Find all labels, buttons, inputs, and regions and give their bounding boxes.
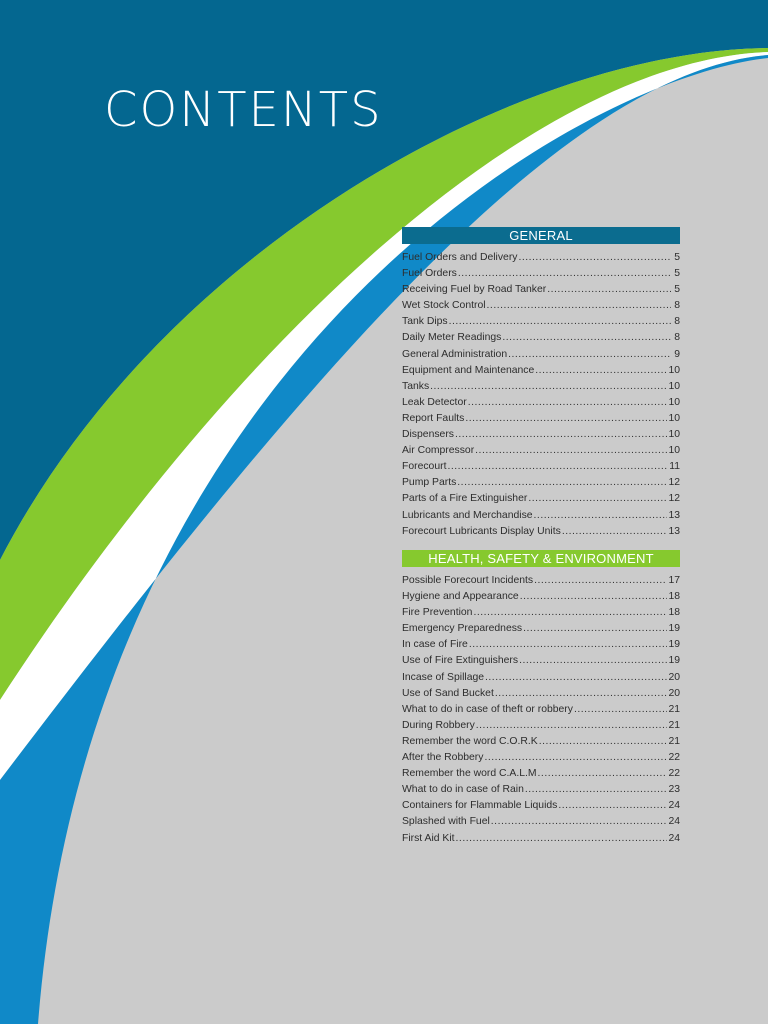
toc-entry[interactable]: [402, 411, 680, 427]
toc-entry-page: 5: [674, 268, 680, 280]
dot-leader: [539, 734, 668, 750]
toc-entry[interactable]: [402, 347, 680, 363]
toc-entry-title: Receiving Fuel by Road Tanker: [402, 284, 547, 296]
toc-entry[interactable]: [402, 702, 680, 718]
toc-section-general: [402, 227, 680, 540]
toc-entry-page: 21: [668, 719, 680, 731]
toc-entry-title: Equipment and Maintenance: [402, 364, 535, 376]
toc-entry-page: 5: [674, 284, 680, 296]
toc-entry-title: After the Robbery: [402, 752, 484, 764]
toc-entry-title: Wet Stock Control: [402, 300, 486, 312]
toc-entry-title: Remember the word C.A.L.M: [402, 768, 537, 780]
toc-entry-title: First Aid Kit: [402, 832, 455, 844]
dot-leader: [447, 459, 668, 475]
toc-entry-page: 23: [668, 784, 680, 796]
toc-entry-page: 11: [669, 461, 680, 473]
toc-entry-title: Forecourt Lubricants Display Units: [402, 525, 561, 537]
dot-leader: [476, 718, 668, 734]
toc-entry-title: Tank Dips: [402, 316, 448, 328]
dot-leader: [457, 475, 667, 491]
dot-leader: [538, 766, 668, 782]
toc-entry-title: Splashed with Fuel: [402, 816, 490, 828]
toc-entry[interactable]: [402, 282, 680, 298]
toc-entry-title: Lubricants and Merchandise: [402, 509, 533, 521]
dot-leader: [468, 395, 668, 411]
toc-entry-title: Fuel Orders and Delivery: [402, 252, 518, 263]
toc-entry-title: Tanks: [402, 380, 430, 392]
toc-entry-page: 5: [674, 252, 680, 263]
section-heading-general: GENERAL: [402, 227, 680, 244]
toc-entry-title: During Robbery: [402, 719, 475, 731]
toc-list-general: [402, 250, 680, 540]
toc-entry-page: 10: [668, 429, 680, 441]
dot-leader: [487, 298, 671, 314]
dot-leader: [534, 573, 667, 589]
toc-entry[interactable]: [402, 266, 680, 282]
toc-entry[interactable]: [402, 718, 680, 734]
toc-entry-page: 12: [668, 493, 680, 505]
toc-entry-page: 8: [674, 332, 680, 344]
toc-entry[interactable]: [402, 686, 680, 702]
toc-entry-title: Use of Fire Extinguishers: [402, 655, 519, 667]
dot-leader: [430, 379, 667, 395]
toc-entry-page: 22: [668, 752, 680, 764]
dot-leader: [525, 782, 668, 798]
toc-entry-page: 19: [668, 623, 680, 635]
toc-entry[interactable]: [402, 621, 680, 637]
dot-leader: [520, 589, 668, 605]
toc-entry-title: Daily Meter Readings: [402, 332, 502, 344]
toc-entry-page: 19: [668, 655, 680, 667]
toc-entry-page: 21: [668, 703, 680, 715]
dot-leader: [519, 653, 667, 669]
toc-entry[interactable]: [402, 798, 680, 814]
toc-entry-title: Remember the word C.O.R.K: [402, 735, 538, 747]
toc-entry-title: Report Faults: [402, 412, 465, 424]
section-heading-hse: HEALTH, SAFETY & ENVIRONMENT: [402, 550, 680, 567]
toc-entry-page: 24: [668, 800, 680, 812]
dot-leader: [485, 670, 667, 686]
toc-entry-page: 10: [668, 412, 680, 424]
toc-entry-page: 9: [674, 348, 680, 360]
toc-entry[interactable]: [402, 459, 680, 475]
toc-entry-title: Containers for Flammable Liquids: [402, 800, 558, 812]
toc-entry-page: 18: [668, 591, 680, 603]
toc-entry-title: Dispensers: [402, 429, 454, 441]
toc-entry-title: Leak Detector: [402, 396, 467, 408]
toc-entry-page: 20: [668, 687, 680, 699]
toc-entry[interactable]: [402, 637, 680, 653]
toc-entry-title: Forecourt: [402, 461, 447, 473]
toc-entry-page: 12: [668, 477, 680, 489]
dot-leader: [456, 831, 668, 847]
dot-leader: [475, 443, 667, 459]
dot-leader: [469, 637, 668, 653]
toc-entry-page: 10: [668, 364, 680, 376]
toc-list-hse: [402, 573, 680, 847]
dot-leader: [465, 411, 667, 427]
toc-entry[interactable]: [402, 298, 680, 314]
toc-entry-page: 17: [668, 575, 680, 586]
toc-entry-title: Emergency Preparedness: [402, 623, 523, 635]
toc-entry[interactable]: [402, 814, 680, 830]
toc-entry[interactable]: [402, 750, 680, 766]
toc-entry-page: 8: [674, 300, 680, 312]
dot-leader: [519, 250, 672, 266]
dot-leader: [574, 702, 667, 718]
toc-entry-page: 18: [668, 607, 680, 619]
toc-entry-page: 10: [668, 396, 680, 408]
toc-entry[interactable]: [402, 250, 680, 266]
dot-leader: [458, 266, 671, 282]
toc-entry[interactable]: [402, 782, 680, 798]
toc-entry[interactable]: [402, 766, 680, 782]
page-title: CONTENTS: [104, 82, 383, 138]
toc-entry-title: Parts of a Fire Extinguisher: [402, 493, 528, 505]
toc-entry[interactable]: [402, 605, 680, 621]
toc-entry-title: Air Compressor: [402, 445, 475, 457]
toc-entry[interactable]: [402, 589, 680, 605]
dot-leader: [495, 686, 668, 702]
toc-entry-page: 13: [668, 509, 680, 521]
toc-entry-page: 24: [668, 832, 680, 844]
toc-entry-title: In case of Fire: [402, 639, 468, 651]
toc-entry[interactable]: [402, 427, 680, 443]
toc-entry[interactable]: [402, 443, 680, 459]
toc-entry-title: General Administration: [402, 348, 508, 360]
dot-leader: [562, 524, 668, 540]
toc-entry-page: 21: [668, 735, 680, 747]
dot-leader: [491, 814, 668, 830]
toc-entry-page: 22: [668, 768, 680, 780]
dot-leader: [502, 330, 671, 346]
dot-leader: [534, 508, 668, 524]
toc-entry[interactable]: [402, 314, 680, 330]
toc-entry[interactable]: [402, 734, 680, 750]
toc-entry-page: 20: [668, 671, 680, 683]
toc-entry[interactable]: [402, 573, 680, 589]
dot-leader: [523, 621, 667, 637]
toc-entry-title: Incase of Spillage: [402, 671, 485, 683]
toc-entry[interactable]: [402, 524, 680, 540]
toc-entry-title: What to do in case of theft or robbery: [402, 703, 573, 715]
toc-entry-page: 24: [668, 816, 680, 828]
toc-entry-title: What to do in case of Rain: [402, 784, 524, 796]
toc-entry-title: Fire Prevention: [402, 607, 473, 619]
toc-entry-page: 8: [674, 316, 680, 328]
dot-leader: [558, 798, 667, 814]
toc-entry[interactable]: [402, 508, 680, 524]
dot-leader: [535, 363, 667, 379]
toc-entry-title: Possible Forecourt Incidents: [402, 575, 534, 586]
toc-entry[interactable]: [402, 491, 680, 507]
toc-entry-title: Hygiene and Appearance: [402, 591, 519, 603]
dot-leader: [484, 750, 667, 766]
dot-leader: [455, 427, 667, 443]
dot-leader: [547, 282, 671, 298]
dot-leader: [528, 491, 667, 507]
dot-leader: [473, 605, 667, 621]
toc-entry[interactable]: [402, 363, 680, 379]
toc-entry[interactable]: [402, 330, 680, 346]
toc-entry-page: 10: [668, 445, 680, 457]
toc-entry[interactable]: [402, 395, 680, 411]
toc-entry[interactable]: [402, 670, 680, 686]
toc-entry-page: 19: [668, 639, 680, 651]
toc-entry-page: 10: [668, 380, 680, 392]
toc-entry-title: Fuel Orders: [402, 268, 457, 280]
toc-entry-title: Pump Parts: [402, 477, 457, 489]
toc-entry-page: 13: [668, 525, 680, 537]
dot-leader: [508, 347, 671, 363]
toc-entry-title: Use of Sand Bucket: [402, 687, 494, 699]
toc-section-hse: [402, 550, 680, 847]
toc-entry[interactable]: [402, 379, 680, 395]
dot-leader: [449, 314, 671, 330]
toc-entry[interactable]: [402, 831, 680, 847]
toc-entry[interactable]: [402, 475, 680, 491]
toc-entry[interactable]: [402, 653, 680, 669]
